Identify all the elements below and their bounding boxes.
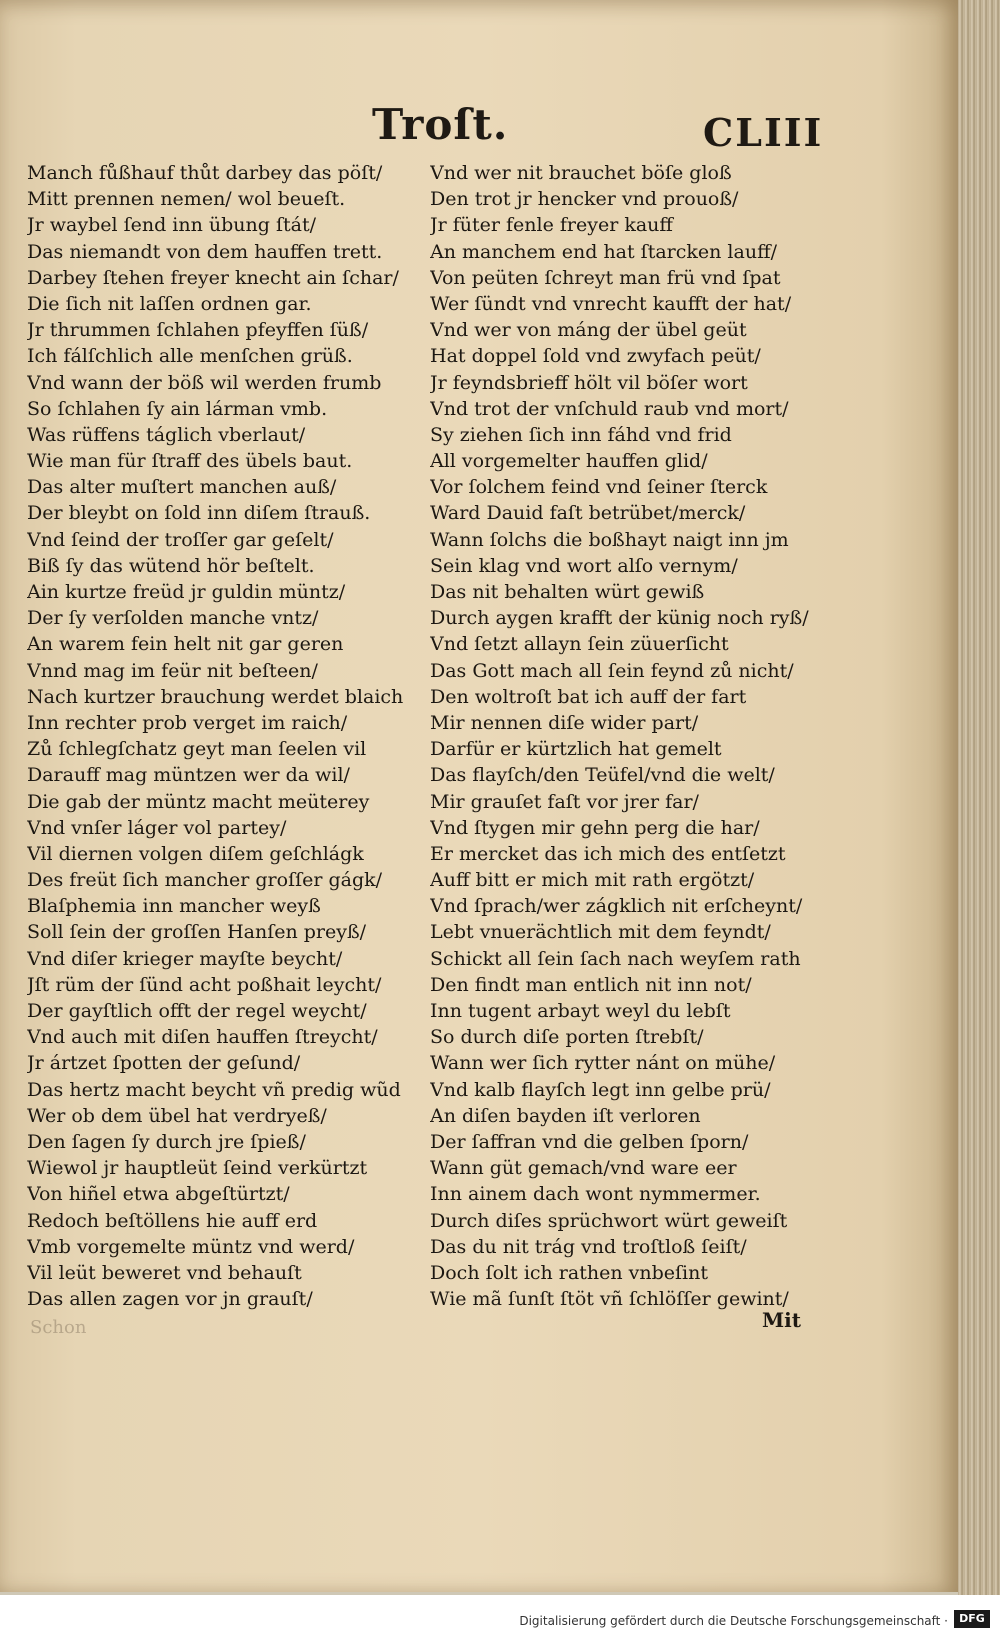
verse-line: Vnd auch mit diſen hauffen ſtreycht/ [27,1026,378,1049]
verse-line: Darbey ſtehen freyer knecht ain ſchar/ [27,266,399,289]
right-text-column [430,160,825,1312]
verse-line: Den findt man entlich nit inn not/ [430,973,752,996]
verse-line: Soll ſein der groſſen Hanſen preyß/ [27,921,367,944]
verse-line: Sy ziehen ſich inn fáhd vnd frid [430,423,732,446]
verse-line: Wann ſolchs die boßhayt naigt inn jm [430,528,789,551]
verse-line: Biß ſy das wütend hör beſtelt. [27,554,315,577]
verse-line: Jr füter fenle freyer kauff [430,214,673,237]
verse-line: Inn tugent arbayt weyl du lebſt [430,1000,731,1022]
verse-line: Das niemandt von dem hauffen trett. [27,240,383,263]
verse-line: Zů ſchlegſchatz geyt man ſeelen vil [27,738,367,761]
verse-line: Ain kurtze freüd jr guldin müntz/ [27,581,346,603]
verse-line: Ward Dauid faſt betrübet/merck/ [430,502,746,525]
verse-line: Die gab der müntz macht meüterey [27,790,370,813]
verse-line: Vnd diſer krieger mayſte beycht/ [27,947,343,970]
verse-line: Darfür er kürtzlich hat gemelt [430,738,722,761]
verse-line: Vnd wer von máng der übel geüt [430,319,747,342]
verse-line: Doch ſolt ich rathen vnbeſint [430,1261,708,1284]
verse-line: Nach kurtzer brauchung werdet blaich [27,685,404,708]
verse-line: Des freüt ſich mancher groſſer gágk/ [27,869,383,892]
verse-line: Von peüten ſchreyt man frü vnd ſpat [430,266,781,289]
verse-line: Das nit behalten würt gewiß [430,581,705,603]
verse-line: Wie mã ſunſt ſtöt vñ ſchlöſſer gewint/ [430,1288,789,1311]
verse-line: Manch fůßhauf thůt darbey das pöſt/ [27,162,383,184]
bleed-through-text: Schon [30,1317,87,1338]
verse-line: Der gayſtlich offt der regel weycht/ [27,1000,367,1022]
verse-line: Ich fálſchlich alle menſchen grüß. [27,345,353,368]
verse-line: Vnd ſeind der troſſer gar geſelt/ [27,528,334,551]
verse-line: Das allen zagen vor jn grauſt/ [27,1288,313,1311]
verse-line: Wie man für ſtraff des übels baut. [27,450,353,473]
verse-line: Wann güt gemach/vnd ware eer [430,1157,737,1180]
verse-line: Wer ſündt vnd vnrecht kaufft der hat/ [430,292,792,315]
verse-line: Der bleybt on ſold inn diſem ſtrauß. [27,502,371,525]
verse-line: Vnd kalb flayſch legt inn gelbe prü/ [430,1078,771,1101]
verse-line: All vorgemelter hauffen glid/ [430,450,708,473]
verse-line: Den woltroſt bat ich auff der fart [430,685,747,708]
verse-line: Inn ainem dach wont nymmermer. [430,1183,761,1206]
verse-line: Mitt prennen nemen/ wol beueſt. [27,188,346,211]
verse-line: Vnd ſetzt allayn ſein züuerſicht [430,633,729,656]
verse-line: Jr feyndsbrieff hölt vil böſer wort [430,371,748,394]
verse-line: Der ſaffran vnd die gelben ſporn/ [430,1130,749,1153]
verse-line: An manchem end hat ſtarcken lauff/ [430,240,777,263]
verse-line: Mir nennen diſe wider part/ [430,711,699,734]
verse-line: Hat doppel ſold vnd zwyfach peüt/ [430,345,761,368]
page-edges [958,0,1000,1595]
verse-line: Wiewol jr hauptleüt ſeind verkürtzt [27,1157,368,1180]
verse-line: Jr thrummen ſchlahen pfeyffen ſüß/ [27,319,369,342]
verse-line: Das du nit trág vnd troſtloß ſeiſt/ [430,1235,747,1258]
digitization-credit: Digitalisierung gefördert durch die Deutsche Forschungsgemeinschaft · [519,1614,948,1628]
verse-line: Blaſphemia inn mancher weyß [27,895,321,918]
dfg-logo-icon: DFG [954,1610,990,1628]
verse-line: Das alter muſtert manchen auß/ [27,476,337,499]
verse-line: Das Gott mach all ſein feynd zů nicht/ [430,659,794,682]
verse-line: Vnd wann der böß wil werden frumb [27,371,382,394]
verse-line: Die ſich nit laſſen ordnen gar. [27,292,312,315]
verse-line: So durch diſe porten ſtrebſt/ [430,1026,704,1049]
page-heading: Troſt. [372,100,509,149]
verse-line: Das hertz macht beycht vñ predig wũd [27,1078,401,1101]
verse-line: Sein klag vnd wort alſo vernym/ [430,554,738,577]
left-text-column [27,160,427,1312]
verse-line: An warem fein helt nit gar geren [27,633,344,656]
verse-line: Jr ártzet ſpotten der geſund/ [27,1052,301,1075]
verse-line: An diſen bayden iſt verloren [430,1104,701,1127]
verse-line: Lebt vnuerächtlich mit dem feyndt/ [430,921,771,944]
verse-line: Vmb vorgemelte müntz vnd werd/ [27,1235,355,1258]
verse-line: Der ſy verſolden manche vntz/ [27,607,319,630]
verse-line: Vil diernen volgen diſem geſchlágk [27,842,364,865]
verse-line: Den ſagen ſy durch jre ſpieß/ [27,1130,306,1153]
verse-line: Darauff mag müntzen wer da wil/ [27,764,350,787]
verse-line: Was rüffens táglich vberlaut/ [27,423,306,446]
verse-line: Inn rechter prob verget im raich/ [27,711,348,734]
verse-line: Jr waybel ſend inn übung ſtát/ [27,214,316,237]
verse-line: Wer ob dem übel hat verdryeß/ [27,1104,327,1127]
verse-line: Vnnd mag im feür nit beſteen/ [27,659,318,682]
verse-line: Schickt all ſein ſach nach weyſem rath [430,947,801,970]
verse-line: Das flayſch/den Teüfel/vnd die welt/ [430,764,775,787]
verse-line: Vil leüt beweret vnd behauſt [27,1261,302,1284]
verse-line: Vnd trot der vnſchuld raub vnd mort/ [430,397,789,420]
verse-line: Vnd ſtygen mir gehn perg die har/ [430,816,760,839]
verse-line: Durch aygen krafft der künig noch ryß/ [430,607,809,630]
verse-line: Mir grauſet faſt vor jrer far/ [430,790,699,813]
verse-line: Vnd ſprach/wer zágklich nit erſcheynt/ [430,895,803,918]
verse-line: So ſchlahen ſy ain lárman vmb. [27,397,328,420]
verse-line: Vnd wer nit brauchet böſe gloß [430,162,732,184]
verse-line: Den trot jr hencker vnd prouoß/ [430,188,739,211]
verse-line: Von hiñel etwa abgeſtürtzt/ [27,1183,290,1206]
verse-line: Jſt rüm der ſünd acht poßhait leycht/ [27,973,382,996]
verse-line: Auff bitt er mich mit rath ergötzt/ [430,869,755,892]
verse-line: Wann wer ſich rytter nánt on mühe/ [430,1052,776,1075]
verse-line: Vnd vnſer láger vol partey/ [27,816,287,839]
verse-line: Vor ſolchem feind vnd ſeiner ſterck [430,476,768,499]
catchword: Mit [762,1308,801,1332]
verse-line: Durch diſes sprüchwort würt geweiſt [430,1209,788,1232]
verse-line: Redoch beſtöllens hie auff erd [27,1209,318,1232]
verse-line: Er mercket das ich mich des entſetzt [430,842,786,865]
folio-number: CLIII [703,110,824,155]
